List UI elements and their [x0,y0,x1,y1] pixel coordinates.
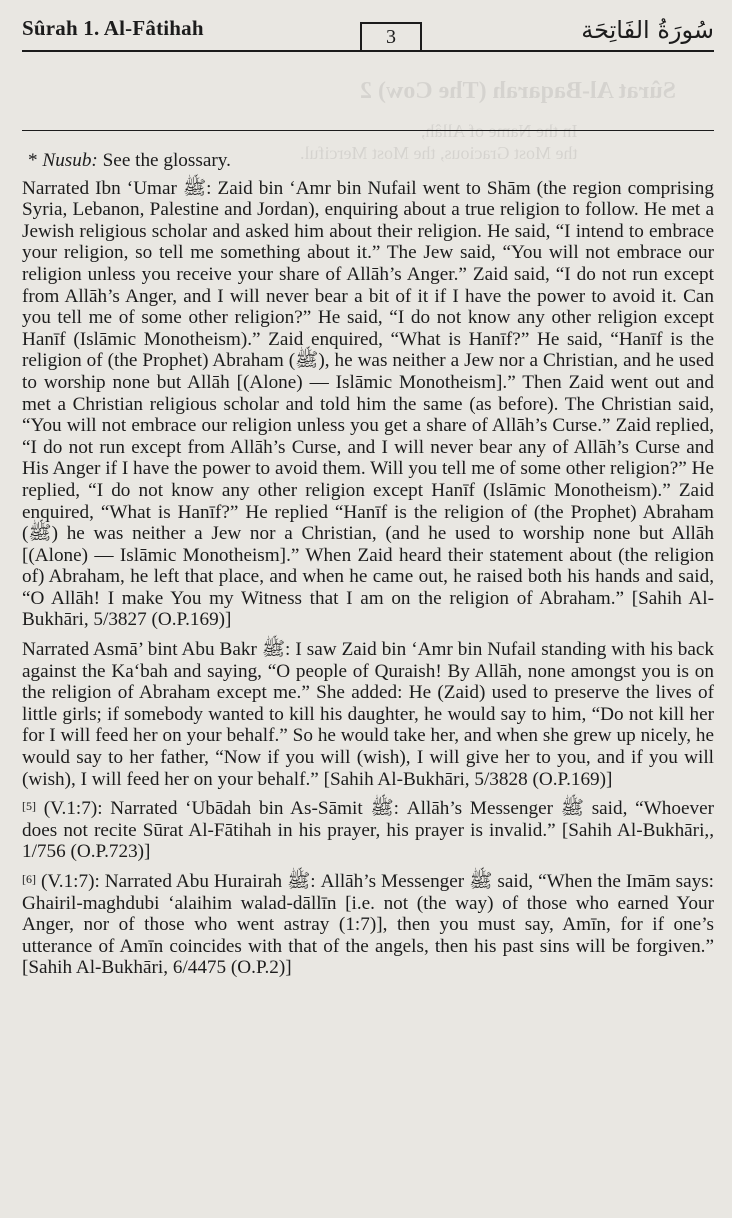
reverse-page-bleed-line: the Most Gracious, the Most Merciful. [300,143,578,163]
page-content [22,150,714,987]
footnote-paragraph [22,798,714,863]
footnote-number: [6] [22,872,36,886]
hadith-paragraph: Narrated Asmā’ bint Abu Bakr ﷺ: I saw Zaid bin ‘Amr bin Nufail standing with his back against the Ka‘bah and saying, “O people of Quraish! By Allāh, none amongst you is on the religion of Abraham except me.” She added: He (Zaid) used to preserve the lives of little girls; if somebody wanted to kill his daughter, he would say to him, “Do not kill her for I will feed her on your behalf.” So he would take her, and when she grew up nicely, he would say to her father, “Now if you will (wish), I will give her to you, and if you will (wish), I will feed her on your behalf.” [Sahih Al-Bukhāri, 5/3828 (O.P.169)] [22,639,714,790]
reverse-page-bleed-title: Sûrat Al-Baqarah (The Cow) 2 [360,78,677,104]
page-number: 3 [386,26,396,48]
surah-title: Sûrah 1. Al-Fâtihah [22,16,204,40]
note-marker: * [28,150,43,171]
arabic-surah-title: سُورَةُ الفَاتِحَة [581,16,714,44]
header-rule [22,50,714,52]
reverse-page-bleed-line: In the Name of Allâh, [420,121,578,141]
footnote-text: (V.1:7): Narrated ‘Ubādah bin As-Sāmit ﷺ: Allāh’s Messenger ﷺ said, “Whoever does not recite Sūrat Al-Fātihah in his prayer, his prayer is invalid.” [Sahih Al-Bukhāri,, 1/756 (O.P.723)] [22,798,714,863]
note-term: Nusub: [42,150,98,171]
glossary-note [22,150,714,172]
note-text: See the glossary. [97,150,231,171]
footnote-number: [5] [22,799,36,814]
footnote-text: (V.1:7): Narrated Abu Hurairah ﷺ: Allāh’s Messenger ﷺ said, “When the Imām says: Ghairil-maghdubi ‘alaihim walad-dāllīn [i.e. not (the way) of those who earned Your Anger, nor of those who went astray (1:7)], then you must say, Amīn, for if one’s utterance of Amīn coincides with that of the angels, then his past sins will be forgiven.” [Sahih Al-Bukhāri, 6/4475 (O.P.2)] [22,871,714,979]
section-divider-rule [22,130,714,131]
hadith-paragraph: Narrated Ibn ‘Umar ﷺ: Zaid bin ‘Amr bin Nufail went to Shām (the region comprising Syria, Lebanon, Palestine and Jordan), enquiring about a true religion to follow. He met a Jewish religious scholar and asked him about their religion. He said, “I intend to embrace your religion, so tell me something about it.” The Jew said, “You will not embrace our religion unless you receive your share of Allāh’s Anger.” Zaid said, “I do not run except from Allāh’s Anger, and I will never bear a bit of it if I have the power to avoid it. Can you tell me of some other religion?” He said, “I do not know any other religion except Hanīf (Islāmic Monotheism).” Zaid enquired, “What is Hanīf?” He said, “Hanīf is the religion of (the Prophet) Abraham (ﷺ), he was neither a Jew nor a Christian, and he used to worship none but Allāh [(Alone) — Islāmic Monotheism].” Then Zaid went out and met a Christian religious scholar and told him the same (as before). The Christian said, “You will not embrace our religion unless you get a share of Allāh’s Curse.” Zaid replied, “I do not run except from Allāh’s Curse, and I will never bear any of Allāh’s Curse and His Anger if I have the power to avoid them. Will you tell me of some other religion?” He replied, “I do not know any other religion except Hanīf (Islāmic Monotheism).” Zaid enquired, “What is Hanīf?” He replied “Hanīf is the religion of (the Prophet) Abraham (ﷺ) he was neither a Jew nor a Christian, (and he used to worship none but Allāh [(Alone) — Islāmic Monotheism].” When Zaid heard their statement about (the religion of) Abraham, he left that place, and when he came out, he raised both his hands and said, “O Allāh! I make You my Witness that I am on the religion of Abraham.” [Sahih Al-Bukhāri, 5/3827 (O.P.169)] [22,177,715,631]
page-number-box [360,22,422,52]
page-header [22,12,714,52]
footnote-paragraph [22,871,714,979]
